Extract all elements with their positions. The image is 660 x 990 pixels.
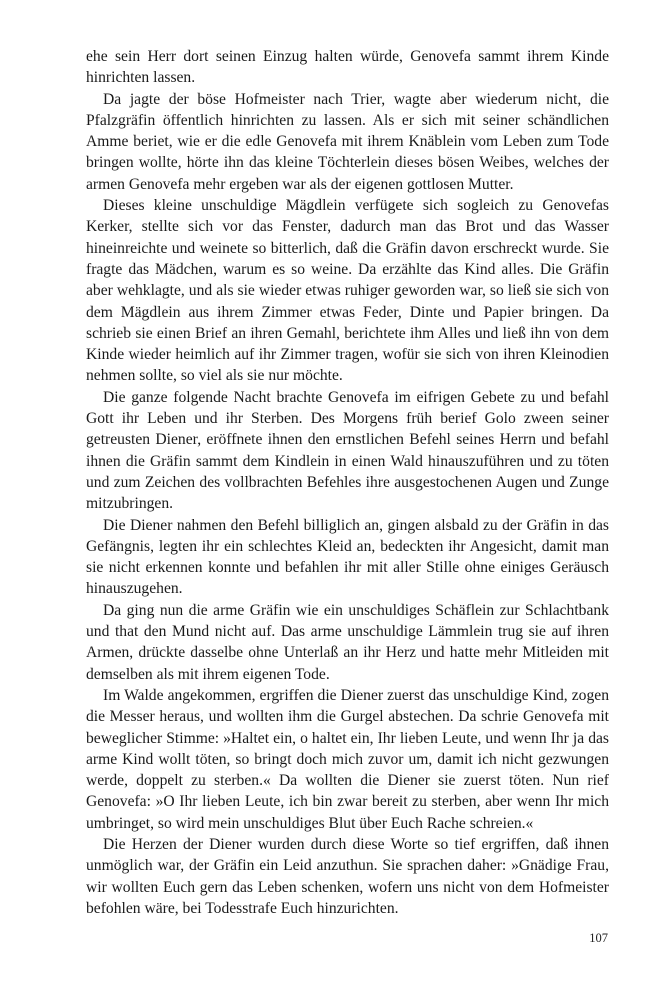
page-body	[86, 46, 609, 919]
paragraph-1: ehe sein Herr dort seinen Einzug halten würde, Genovefa sammt ihrem Kinde hinrichten lassen.	[86, 48, 609, 87]
paragraph-8: Die Herzen der Diener wurden durch diese Worte so tief ergriffen, daß ihnen unmöglich war, der Gräfin ein Leid anzuthun. Sie sprachen daher: »Gnädige Frau, wir wollten Euch gern das Leben schenken, wofern uns nicht von dem Hofmeister befohlen wäre, bei Todesstrafe Euch hinzurichten.	[86, 835, 609, 917]
paragraph-7: Im Walde angekommen, ergriffen die Diener zuerst das unschuldige Kind, zogen die Messer heraus, und wollten ihm die Gurgel abstechen. Da schrie Genovefa mit beweglicher Stimme: »Haltet ein, o haltet ein, Ihr lieben Leute, und wenn Ihr ja das arme Kind wollt töten, so bringt doch mich zuvor um, damit ich nicht gezwungen werde, doppelt zu sterben.« Da wollten die Diener sie zuerst töten. Nun rief Genovefa: »O Ihr lieben Leute, ich bin zwar bereit zu sterben, aber wenn Ihr mich umbringet, so wird mein unschuldiges Blut über Euch Rache schreien.«	[86, 686, 609, 832]
paragraph-2: Da jagte der böse Hofmeister nach Trier, wagte aber wiederum nicht, die Pfalzgräfin öffentlich hinrichten zu lassen. Als er sich mit seiner schändlichen Amme beriet, wie er die edle Genovefa mit ihrem Knäblein vom Leben zum Tode bringen wollte, hörte ihn das kleine Töchterlein dieses bösen Weibes, welches der armen Genovefa mehr ergeben war als der eigenen gottlosen Mutter.	[86, 90, 609, 193]
paragraph-6: Da ging nun die arme Gräfin wie ein unschuldiges Schäflein zur Schlachtbank und that den Mund nicht auf. Das arme unschuldige Lämmlein trug sie auf ihren Armen, drückte dasselbe ohne Unterlaß an ihr Herz und hatte mehr Mitleiden mit demselben als mit ihrem eigenen Tode.	[86, 601, 609, 683]
paragraph-3: Dieses kleine unschuldige Mägdlein verfügete sich sogleich zu Genovefas Kerker, stellte sich vor das Fenster, dadurch man das Brot und das Wasser hineinreichte und weinete so bitterlich, daß die Gräfin davon erschreckt wurde. Sie fragte das Mädchen, warum es so weine. Da erzählte das Kind alles. Die Gräfin aber wehklagte, und als sie wieder etwas ruhiger geworden war, so ließ sie sich von dem Mägdlein aus ihrem Zimmer etwas Feder, Dinte und Papier bringen. Da schrieb sie einen Brief an ihren Gemahl, berichtete ihm Alles und ließ ihn von dem Kinde wieder heimlich auf ihr Zimmer tragen, wofür sie sich von ihren Kleinodien nehmen sollte, so viel als sie nur möchte.	[86, 197, 609, 385]
page-number: 107	[589, 931, 608, 945]
paragraph-4: Die ganze folgende Nacht brachte Genovefa im eifrigen Gebete zu und befahl Gott ihr Leben und ihr Sterben. Des Morgens früh berief Golo zween seiner getreusten Diener, eröffnete ihnen den ernstlichen Befehl seines Herrn und befahl ihnen die Gräfin sammt dem Kindlein in einen Wald hinauszuführen und zu töten und zum Zeichen des vollbrachten Befehles ihre ausgestochenen Augen und Zunge mitzubringen.	[86, 388, 609, 513]
paragraph-5: Die Diener nahmen den Befehl billiglich an, gingen alsbald zu der Gräfin in das Gefängnis, legten ihr ein schlechtes Kleid an, bedeckten ihr Angesicht, damit man sie nicht erkennen konnte und befahlen ihr mit aller Stille ohne einiges Geräusch hinauszugehen.	[86, 516, 609, 598]
